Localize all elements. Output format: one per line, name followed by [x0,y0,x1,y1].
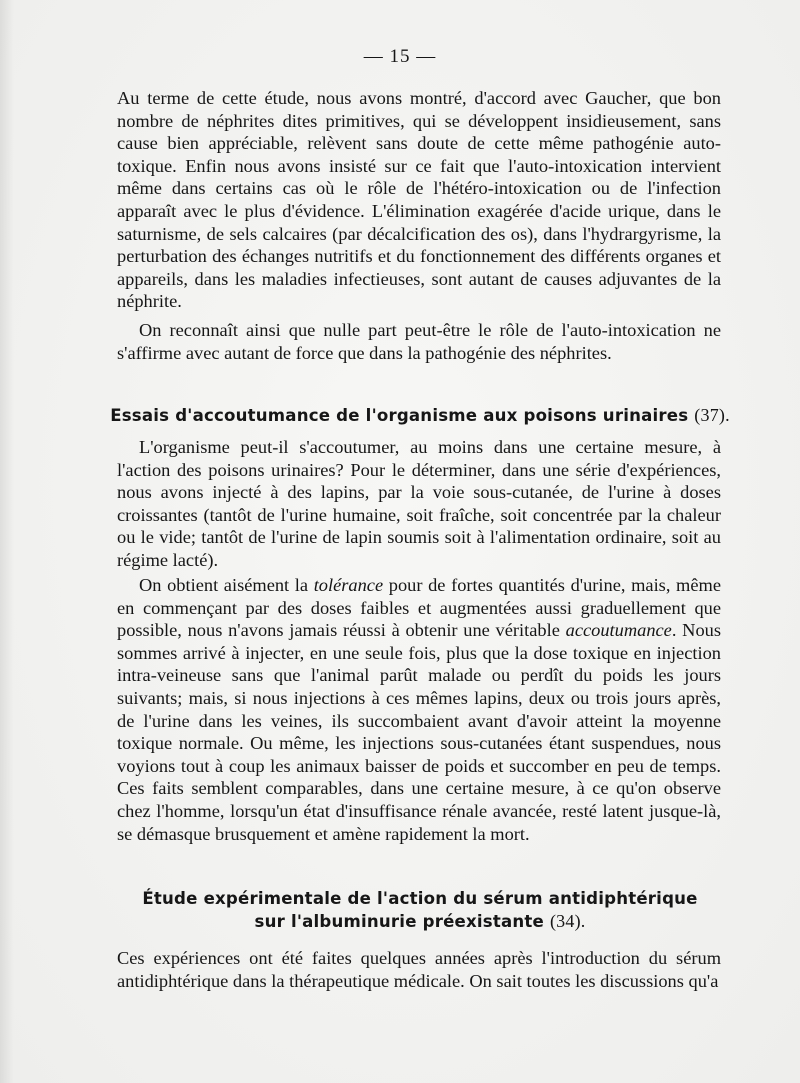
paragraph-tolerance [117,574,721,845]
paragraph-auto-intoxication-conclusion [117,87,721,313]
emphasis-accoutumance: accoutumance [565,620,672,641]
paragraph-text: Ces expériences ont été faites quelques années après l'introduction du sérum antidiphtérique dans la thérapeutique médicale. On sait toutes les discussions qu'a [117,948,721,991]
paragraph-experiences-lapins [117,436,721,572]
section-heading-accoutumance [100,404,740,427]
heading-reference: (37). [694,405,730,425]
heading-reference: (34). [549,911,586,931]
paragraph-pathogenie [117,319,721,364]
page-number: — 15 — [363,46,437,67]
heading-line-1: Étude expérimentale de l'action du sérum antidiphtérique [142,889,698,908]
text-run: On obtient aisément la [139,575,314,595]
text-run: pour de fortes quantités d'urine, mais, même en commençant par des doses faibles et augmentées aussi graduellement que possible, nous n'avons jamais réussi à obtenir une véritable [117,575,721,641]
heading-text: sur l'albuminurie préexistante [254,912,544,931]
heading-line-2 [100,910,740,933]
heading-text: Essais d'accoutumance de l'organisme aux poisons urinaires [110,406,689,425]
paragraph-text: L'organisme peut-il s'accoutumer, au moins dans une certaine mesure, à l'action des poisons urinaires? Pour le déterminer, dans une série d'expériences, nous avons injecté à des lapins, par la voie sous-cutanée, de l'urine à doses croissantes (tantôt de l'urine humaine, soit fraîche, soit concentrée par la chaleur ou le vide; tantôt de l'urine de lapin soumis soit à l'alimentation ordinaire, soit au régime lacté). [117,437,721,570]
paragraph-serum-experiences [117,947,721,992]
emphasis-tolerance: tolérance [313,575,384,595]
paragraph-text [117,574,721,845]
section-heading-serum [100,888,740,933]
paragraph-text: On reconnaît ainsi que nulle part peut-être le rôle de l'auto-intoxication ne s'affirme avec autant de force que dans la pathogénie des néphrites. [117,320,721,363]
paragraph-text: Au terme de cette étude, nous avons montré, d'accord avec Gaucher, que bon nombre de néphrites dites primitives, qui se développent insidieusement, sans cause bien appréciable, relèvent sans doute de cette même pathogénie auto-toxique. Enfin nous avons insisté sur ce fait que l'auto-intoxication intervient même dans certains cas où le rôle de l'hétéro-intoxication ou de l'infection apparaît avec le plus d'évidence. L'élimination exagérée d'acide urique, dans le saturnisme, de sels calcaires (par décalcification des os), dans l'hydrargyrisme, la perturbation des échanges nutritifs et du fonctionnement des différents organes et appareils, dans les maladies infectieuses, sont autant de causes adjuvantes de la néphrite. [117,88,721,312]
text-run: . Nous sommes arrivé à injecter, en une seule fois, plus que la dose toxique en injection intra-veineuse sans que l'animal parût malade ou perdît du poids les jours suivants; mais, si nous injections à ces mêmes lapins, deux ou trois jours après, de l'urine dans les veines, ils succombaient avant d'avoir atteint la moyenne toxique normale. Ou même, les injections sous-cutanées étant suspendues, nous voyions tout à coup les animaux baisser de poids et succomber en peu de temps. Ces faits semblent comparables, dans une certaine mesure, à ce qu'on observe chez l'homme, lorsqu'un état d'insuffisance rénale avancée, resté latent jusque-là, se démasque brusquement et amène rapidement la mort. [117,620,721,844]
